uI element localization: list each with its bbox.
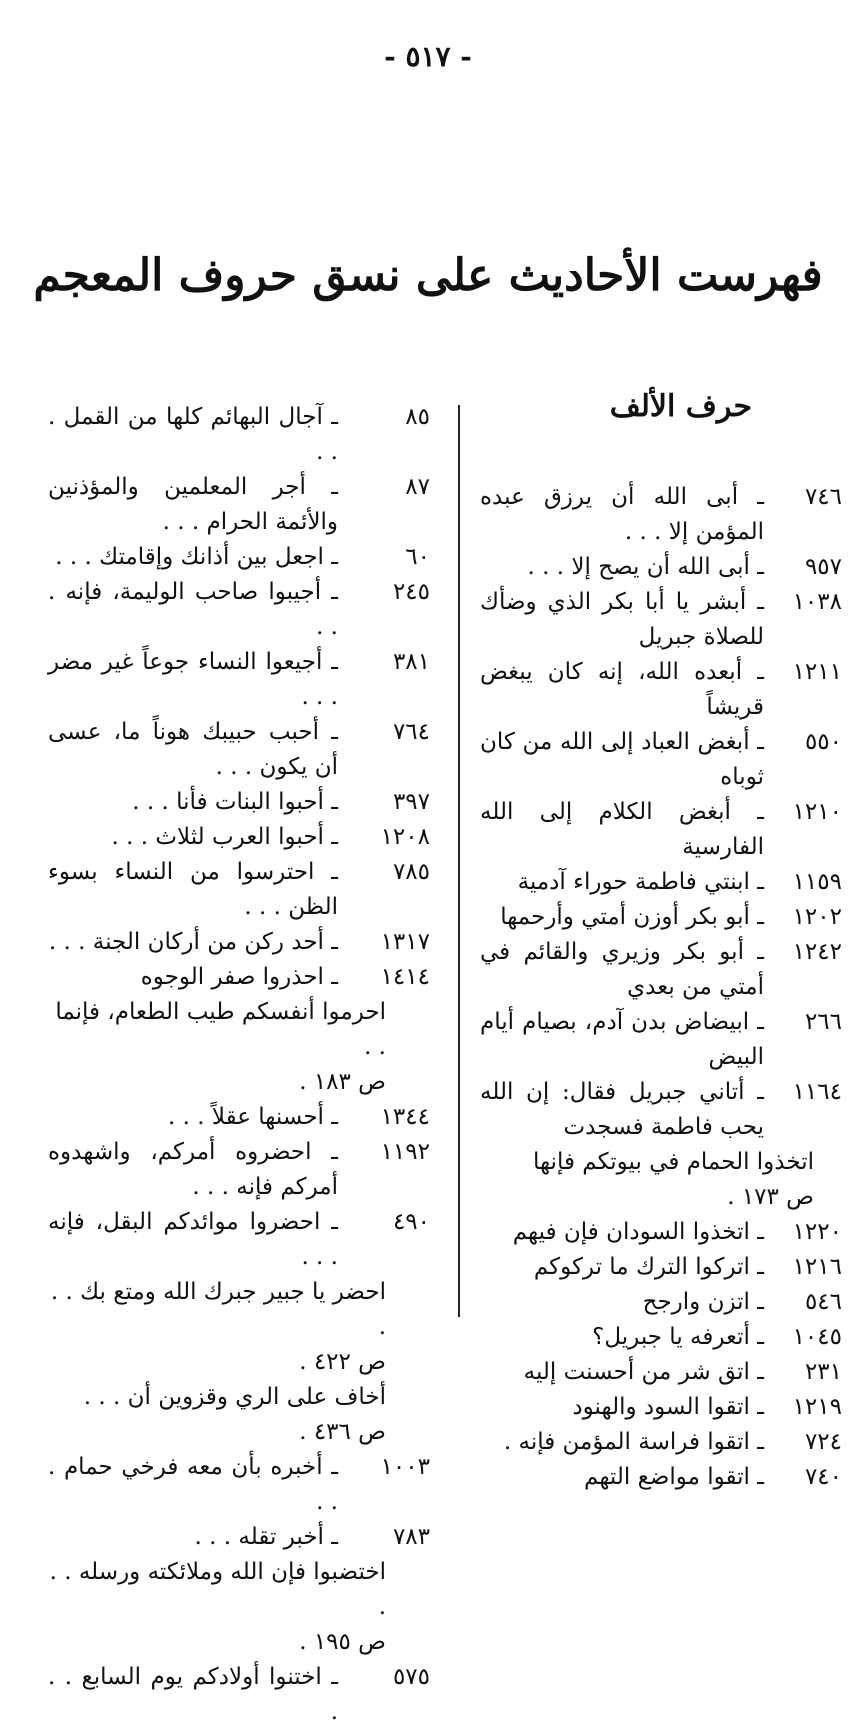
hadith-number: ٢٦٦: [804, 1009, 842, 1035]
hadith-number: ٧٢٤: [804, 1429, 842, 1455]
hadith-number: ١١٦٤: [792, 1079, 842, 1105]
section-heading: حرف الألف: [609, 389, 752, 424]
right-column: [480, 384, 842, 1495]
list-item: [48, 575, 430, 645]
hadith-number: ١٣١٧: [380, 929, 430, 955]
hadith-text: ـ ابنتي فاطمة حوراء آدمية: [517, 869, 764, 895]
hadith-number: ١٢٠٨: [380, 824, 430, 850]
page-reference: ص ١٩٥ .: [299, 1629, 386, 1655]
hadith-text: ـ أتعرفه يا جبريل؟: [592, 1324, 764, 1350]
list-item: [48, 540, 430, 575]
list-item: [48, 785, 430, 820]
hadith-text: ـ أبو بكر وزيري والقائم في أمتي من بعدي: [480, 939, 764, 1000]
hadith-number: ٦٠: [405, 544, 430, 570]
hadith-number: ١٠٣٨: [792, 589, 842, 615]
list-item: [48, 855, 430, 925]
hadith-text: ـ أخبره بأن معه فرخي حمام . . .: [48, 1454, 338, 1515]
hadith-text: ـ اختنوا أولادكم يوم السابع . . .: [48, 1664, 338, 1725]
page-number: - ٥١٧ -: [384, 40, 472, 73]
sub-entry: أخاف على الري وقزوين أن . . .: [83, 1384, 386, 1410]
list-item: [48, 925, 430, 960]
hadith-text: ـ اتقوا فراسة المؤمن فإنه .: [503, 1429, 764, 1455]
hadith-number: ٥٤٦: [804, 1289, 842, 1315]
column-divider: [458, 405, 460, 1317]
list-item: [480, 655, 842, 725]
list-item: [48, 1100, 430, 1135]
list-item: [480, 585, 842, 655]
hadith-number: ٧٨٥: [392, 859, 430, 885]
hadith-number: ١٣٤٤: [380, 1104, 430, 1130]
hadith-text: ـ أحد ركن من أركان الجنة . . .: [48, 929, 338, 955]
page-reference: ص ٤٣٦ .: [299, 1419, 386, 1445]
list-item: [480, 1005, 842, 1075]
list-item: [48, 960, 430, 995]
hadith-number: ٣٨١: [392, 649, 430, 675]
hadith-number: ٧٨٣: [392, 1524, 430, 1550]
list-item: [480, 1355, 842, 1390]
hadith-number: ١٠٤٥: [792, 1324, 842, 1350]
left-column: [48, 400, 430, 1730]
list-item: [48, 715, 430, 785]
list-item: [480, 725, 842, 795]
hadith-number: ٨٧: [405, 474, 430, 500]
hadith-text: ـ احترسوا من النساء بسوء الظن . . .: [48, 859, 338, 920]
list-item: [480, 550, 842, 585]
list-item: [48, 1520, 430, 1555]
hadith-text: ـ أبو بكر أوزن أمتي وأرحمها: [500, 904, 764, 930]
hadith-number: ٢٣١: [804, 1359, 842, 1385]
hadith-text: ـ اتقوا السود والهنود: [572, 1394, 764, 1420]
hadith-text: ـ أبى الله أن يرزق عبده المؤمن إلا . . .: [480, 484, 764, 545]
hadith-text: ـ أبى الله أن يصح إلا . . .: [527, 554, 764, 580]
hadith-number: ١٢٢٠: [792, 1219, 842, 1245]
list-item: [480, 865, 842, 900]
hadith-number: ٤٩٠: [392, 1209, 430, 1235]
page-reference: ص ١٨٣ .: [299, 1069, 386, 1095]
hadith-text: ـ أخبر تقله . . .: [194, 1524, 338, 1550]
hadith-number: ٩٥٧: [804, 554, 842, 580]
hadith-text: ـ أبشر يا أبا بكر الذي وضأك للصلاة جبريل: [480, 589, 764, 650]
hadith-text: ـ ابيضاض بدن آدم، بصيام أيام البيض: [480, 1009, 764, 1070]
list-item: [480, 1390, 842, 1425]
hadith-number: ٣٩٧: [392, 789, 430, 815]
hadith-number: ١٢٠٢: [792, 904, 842, 930]
hadith-number: ٧٤٠: [804, 1464, 842, 1490]
sub-entry: احضر يا جبير جبرك الله ومتع بك . . .: [50, 1279, 386, 1340]
list-item: [480, 795, 842, 865]
list-item: [480, 480, 842, 550]
sub-entry: اختضبوا فإن الله وملائكته ورسله . . .: [49, 1559, 386, 1620]
hadith-text: ـ اجعل بين أذانك وإقامتك . . .: [55, 544, 338, 570]
hadith-number: ١٢٤٢: [792, 939, 842, 965]
page-title: فهرست الأحاديث على نسق حروف المعجم: [33, 250, 823, 301]
hadith-text: ـ اتزن وارجح: [642, 1289, 764, 1315]
page-reference: ص ١٧٣ .: [727, 1184, 814, 1210]
hadith-text: ـ أحبوا العرب لثلاث . . .: [111, 824, 338, 850]
hadith-text: ـ أتاني جبريل فقال: إن الله يحب فاطمة فسجدت: [480, 1079, 764, 1140]
hadith-number: ٨٥: [405, 404, 430, 430]
list-item: [480, 1215, 842, 1250]
list-item: [480, 935, 842, 1005]
list-item: [480, 900, 842, 935]
list-item: [48, 1660, 430, 1730]
hadith-text: ـ أحسنها عقلاً . . .: [168, 1104, 338, 1130]
list-item: [480, 1320, 842, 1355]
hadith-number: ١٢١٠: [792, 799, 842, 825]
list-item: [48, 1450, 430, 1520]
list-item: [48, 1135, 430, 1205]
sub-entry: اتخذوا الحمام في بيوتكم فإنها: [532, 1149, 814, 1175]
hadith-text: ـ أجيعوا النساء جوعاً غير مضر . . .: [48, 649, 338, 710]
hadith-text: ـ احذروا صفر الوجوه: [140, 964, 338, 990]
hadith-text: ـ أبعده الله، إنه كان يبغض قريشاً: [480, 659, 764, 720]
hadith-number: ٥٥٠: [804, 729, 842, 755]
hadith-text: ـ اتخذوا السودان فإن فيهم: [512, 1219, 764, 1245]
list-item: [480, 1460, 842, 1495]
page-reference: ص ٤٢٢ .: [299, 1349, 386, 1375]
hadith-text: ـ أحبوا البنات فأنا . . .: [132, 789, 338, 815]
hadith-text: ـ أجر المعلمين والمؤذنين والأئمة الحرام . . .: [48, 474, 338, 535]
hadith-number: ١٢١٦: [792, 1254, 842, 1280]
hadith-text: ـ أحبب حبيبك هوناً ما، عسى أن يكون . . .: [48, 719, 338, 780]
list-item: [48, 1205, 430, 1275]
list-item: [48, 645, 430, 715]
hadith-text: ـ آجال البهائم كلها من القمل . . .: [48, 404, 338, 465]
sub-entry: احرموا أنفسكم طيب الطعام، فإنما . .: [55, 999, 386, 1060]
hadith-text: ـ أبغض الكلام إلى الله الفارسية: [480, 799, 764, 860]
hadith-text: ـ اتقوا مواضع التهم: [584, 1464, 764, 1490]
hadith-text: ـ أجيبوا صاحب الوليمة، فإنه . . .: [48, 579, 338, 640]
hadith-number: ٧٤٦: [804, 484, 842, 510]
list-item: [480, 1075, 842, 1145]
list-item: [48, 820, 430, 855]
hadith-text: ـ اتركوا الترك ما تركوكم: [533, 1254, 764, 1280]
hadith-text: ـ اتق شر من أحسنت إليه: [523, 1359, 764, 1385]
list-item: [480, 1250, 842, 1285]
hadith-text: ـ احضروا موائدكم البقل، فإنه . . .: [48, 1209, 338, 1270]
list-item: [48, 400, 430, 470]
hadith-number: ١١٩٢: [380, 1139, 430, 1165]
hadith-text: ـ احضروه أمركم، واشهدوه أمركم فإنه . . .: [48, 1139, 338, 1200]
hadith-number: ١١٥٩: [792, 869, 842, 895]
hadith-number: ٧٦٤: [392, 719, 430, 745]
hadith-number: ١٠٠٣: [380, 1454, 430, 1480]
hadith-number: ١٤١٤: [380, 964, 430, 990]
hadith-number: ٥٧٥: [392, 1664, 430, 1690]
list-item: [480, 1425, 842, 1460]
hadith-number: ١٢١٩: [792, 1394, 842, 1420]
hadith-text: ـ أبغض العباد إلى الله من كان ثوباه: [480, 729, 764, 790]
hadith-number: ١٢١١: [792, 659, 842, 685]
list-item: [48, 470, 430, 540]
list-item: [480, 1285, 842, 1320]
hadith-number: ٢٤٥: [392, 579, 430, 605]
